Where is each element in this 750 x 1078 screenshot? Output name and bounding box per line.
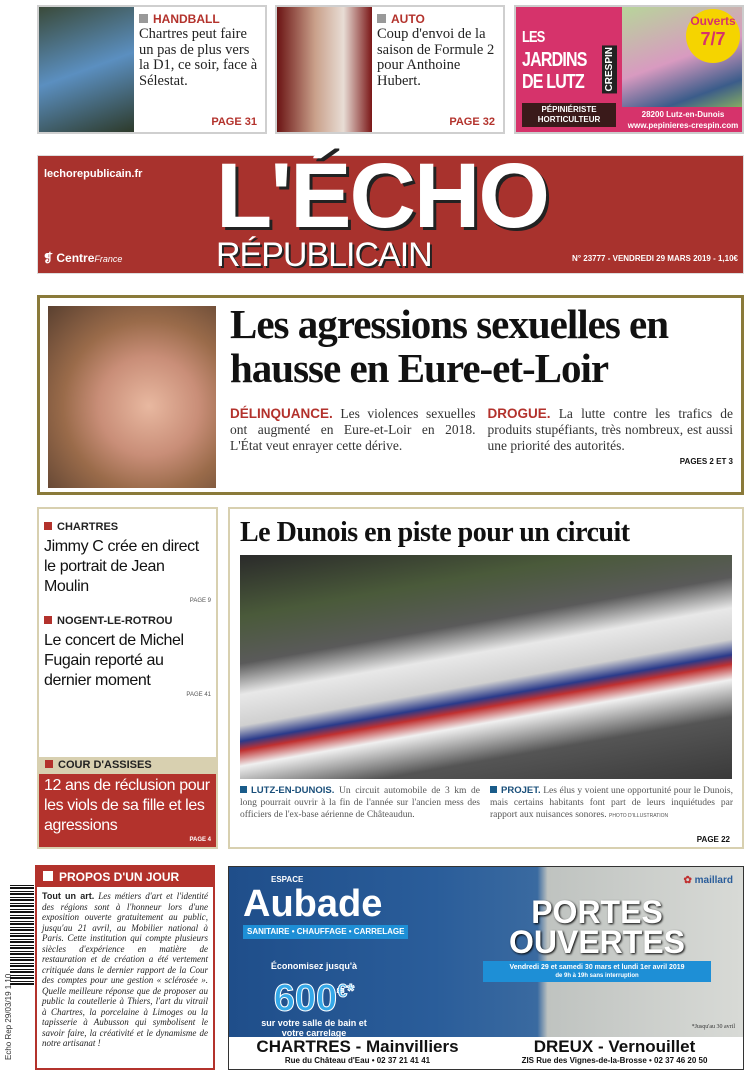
savings-number: 600 <box>273 977 338 1020</box>
group-suffix: France <box>94 254 123 264</box>
race-cars-photo <box>240 555 732 779</box>
event-line2: OUVERTES <box>508 924 686 960</box>
store-address: ZIS Rue des Vignes-de-la-Brosse • 02 37 46 20 50 <box>521 1056 708 1065</box>
issue-info: N° 23777 - VENDREDI 29 MARS 2019 - 1,10€ <box>572 254 738 263</box>
brief-kicker: COUR D'ASSISES <box>39 757 216 774</box>
handball-photo <box>39 7 134 132</box>
maillard-icon: ✿ <box>683 875 695 886</box>
brief-kicker: CHARTRES <box>44 521 211 534</box>
lead-page: PAGES 2 ET 3 <box>679 457 733 466</box>
brief-headline: Jimmy C crée en direct le portrait de Jean Moulin <box>44 538 199 595</box>
open-badge <box>686 9 740 63</box>
store-name: DREUX - Vernouillet <box>533 1037 696 1056</box>
barcode-date: 29/03/19 <box>4 991 13 1023</box>
ad-contact <box>622 109 744 131</box>
group-name: Centre <box>56 251 95 265</box>
store-name: CHARTRES - Mainvilliers <box>256 1037 459 1056</box>
savings-sub: sur votre salle de bain et votre carrelage <box>261 1017 367 1038</box>
circuit-col2-kicker: PROJET. <box>490 785 541 796</box>
brief-page: PAGE 4 <box>189 837 211 843</box>
barcode-price: 1,10 <box>4 973 13 990</box>
lead-col1-kicker: DÉLINQUANCE. <box>230 406 333 421</box>
lead-col2-text: La lutte contre les trafics de produits stupéfiants, très nombreux, est aussi une priorité des autorités. <box>487 406 733 453</box>
circuit-headline: Le Dunois en piste pour un circuit <box>240 517 630 548</box>
savings-amount <box>249 972 379 1018</box>
teaser-kicker: AUTO <box>377 12 500 26</box>
teaser-handball[interactable] <box>37 5 267 134</box>
ad-address: 28200 Lutz-en-Dunois <box>641 110 725 119</box>
circuit-story[interactable] <box>228 507 744 849</box>
store-address: Rue du Château d'Eau • 02 37 21 41 41 <box>284 1056 431 1065</box>
badge-top: Ouverts <box>690 14 736 28</box>
driver-photo <box>277 7 372 132</box>
lead-columns <box>230 406 733 454</box>
brief-item[interactable] <box>39 615 216 699</box>
teaser-kicker: HANDBALL <box>139 12 262 26</box>
barcode <box>10 885 34 985</box>
square-icon <box>43 871 53 881</box>
propos-text <box>37 887 213 1053</box>
aubade-espace: ESPACE <box>271 875 304 884</box>
barcode-label: Echo Rep <box>4 1024 13 1060</box>
website-link[interactable]: lechorepublicain.fr <box>44 168 143 180</box>
circuit-col1-kicker: LUTZ-EN-DUNOIS. <box>240 785 334 796</box>
teaser-page: PAGE 31 <box>211 116 257 128</box>
masthead <box>37 145 744 274</box>
lead-headline: Les agressions sexuelles en hausse en Eure-et-Loir <box>230 301 669 391</box>
aubade-ad[interactable] <box>228 866 744 1070</box>
centre-france-icon: ❡ <box>43 251 57 265</box>
brief-column <box>37 507 218 849</box>
newspaper-logo: L'ÉCHO <box>216 145 548 247</box>
teaser-text: Coup d'envoi de la saison de Formule 2 pour Anthoine Hubert. <box>377 26 495 89</box>
savings-currency: €* <box>337 981 355 1001</box>
badge-bottom: 7/7 <box>700 29 726 49</box>
photo-credit: PHOTO D'ILLUSTRATION <box>608 813 669 819</box>
propos-body: Les métiers d'art et l'identité des régions sont à l'honneur lors d'une exposition ouverte gratuitement au public, jusqu'au 21 avril, au Mobilier national à Paris. Cette institution qui compte plusieurs siècles d'expérience en matière de restauration et de création a été vertement critiquée dans le dernier rapport de la Cour des comptes pour une gestion « sclérosée ». Quelle meilleure réponse que de proposer au public la coutellerie à Thiers, l'art du vitrail à Chartres, la porcelaine à Limoges ou la tapisserie à Aubusson qui symbolisent le savoir faire, la créativité et le dynamisme de notre artisanat ! <box>42 891 208 1048</box>
ad-url: www.pepinieres-crespin.com <box>627 121 739 130</box>
brief-kicker: NOGENT-LE-ROTROU <box>44 615 211 628</box>
brief-headline: 12 ans de réclusion pour les viols de sa fille et les agressions <box>44 777 210 834</box>
lead-photo <box>48 306 216 488</box>
ad-brand <box>522 27 587 93</box>
brief-item[interactable] <box>39 521 216 605</box>
lead-story[interactable] <box>37 295 744 495</box>
teaser-text: Chartres peut faire un pas de plus vers la D1, ce soir, face à Sélestat. <box>139 26 258 89</box>
lead-col2 <box>488 406 734 454</box>
event-line1: PORTES <box>531 894 663 930</box>
lead-content <box>230 302 733 488</box>
propos-title: PROPOS D'UN JOUR <box>59 870 180 884</box>
maillard-logo <box>683 875 733 886</box>
event-dates-text: Vendredi 29 et samedi 30 mars et lundi 1er avril 2019 <box>509 964 685 971</box>
brief-headline: Le concert de Michel Fugain reporté au dernier moment <box>44 632 184 689</box>
propos-dun-jour <box>35 865 215 1070</box>
propos-header <box>37 867 213 887</box>
teaser-auto[interactable] <box>275 5 505 134</box>
top-ad-jardins-lutz[interactable] <box>514 5 744 134</box>
lead-col1-text: Les violences sexuelles ont augmenté en Eure-et-Loir en 2018. L'État veut enrayer cette dérive. <box>230 406 476 453</box>
savings-offer <box>249 961 379 1038</box>
event-hours: de 9h à 19h sans interruption <box>555 973 639 979</box>
brief-page: PAGE 9 <box>189 598 211 604</box>
maillard-name: maillard <box>694 875 733 886</box>
circuit-page: PAGE 22 <box>696 835 730 844</box>
brief-page: PAGE 41 <box>186 692 211 698</box>
centre-france-logo <box>43 251 122 265</box>
lead-col2-kicker: DROGUE. <box>487 406 551 421</box>
ad-footnote: *Jusqu'au 30 avril <box>691 1024 735 1030</box>
event-dates <box>483 961 711 982</box>
store-dreux <box>486 1038 743 1066</box>
circuit-col1 <box>240 785 480 821</box>
propos-lead: Tout un art. <box>42 891 95 901</box>
ad-brand-line: DE LUTZ <box>522 71 584 93</box>
savings-label: Économisez jusqu'à <box>270 961 358 971</box>
brief-item-highlight[interactable] <box>39 757 216 847</box>
ad-brand-line: JARDINS <box>522 49 587 71</box>
ad-tagline: PÉPINIÉRISTE HORTICULTEUR <box>522 103 616 127</box>
ad-brand-side: CRESPIN <box>604 47 615 92</box>
aubade-logo <box>243 875 408 939</box>
circuit-col1-text: Un circuit automobile de 3 km de long pourrait ouvrir à la fin de l'année sur l'ancien mess des officiers de l'ex-base aérienne de Châteaudun. <box>240 786 480 820</box>
lead-col1 <box>230 406 476 454</box>
circuit-col2 <box>490 785 733 822</box>
newspaper-logo-sub: RÉPUBLICAIN <box>216 236 432 274</box>
portes-ouvertes <box>487 894 707 960</box>
store-chartres <box>229 1038 486 1066</box>
aubade-brand: Aubade <box>243 883 383 925</box>
circuit-col2-text: Les élus y voient une opportunité pour le Dunois, mais certains habitants font part de leurs inquiétudes par rapport aux nuisances sonores. <box>490 786 733 820</box>
aubade-services: SANITAIRE • CHAUFFAGE • CARRELAGE <box>243 925 408 939</box>
teaser-page: PAGE 32 <box>449 116 495 128</box>
barcode-info <box>4 974 13 1060</box>
ad-brand-line: LES <box>522 29 545 46</box>
